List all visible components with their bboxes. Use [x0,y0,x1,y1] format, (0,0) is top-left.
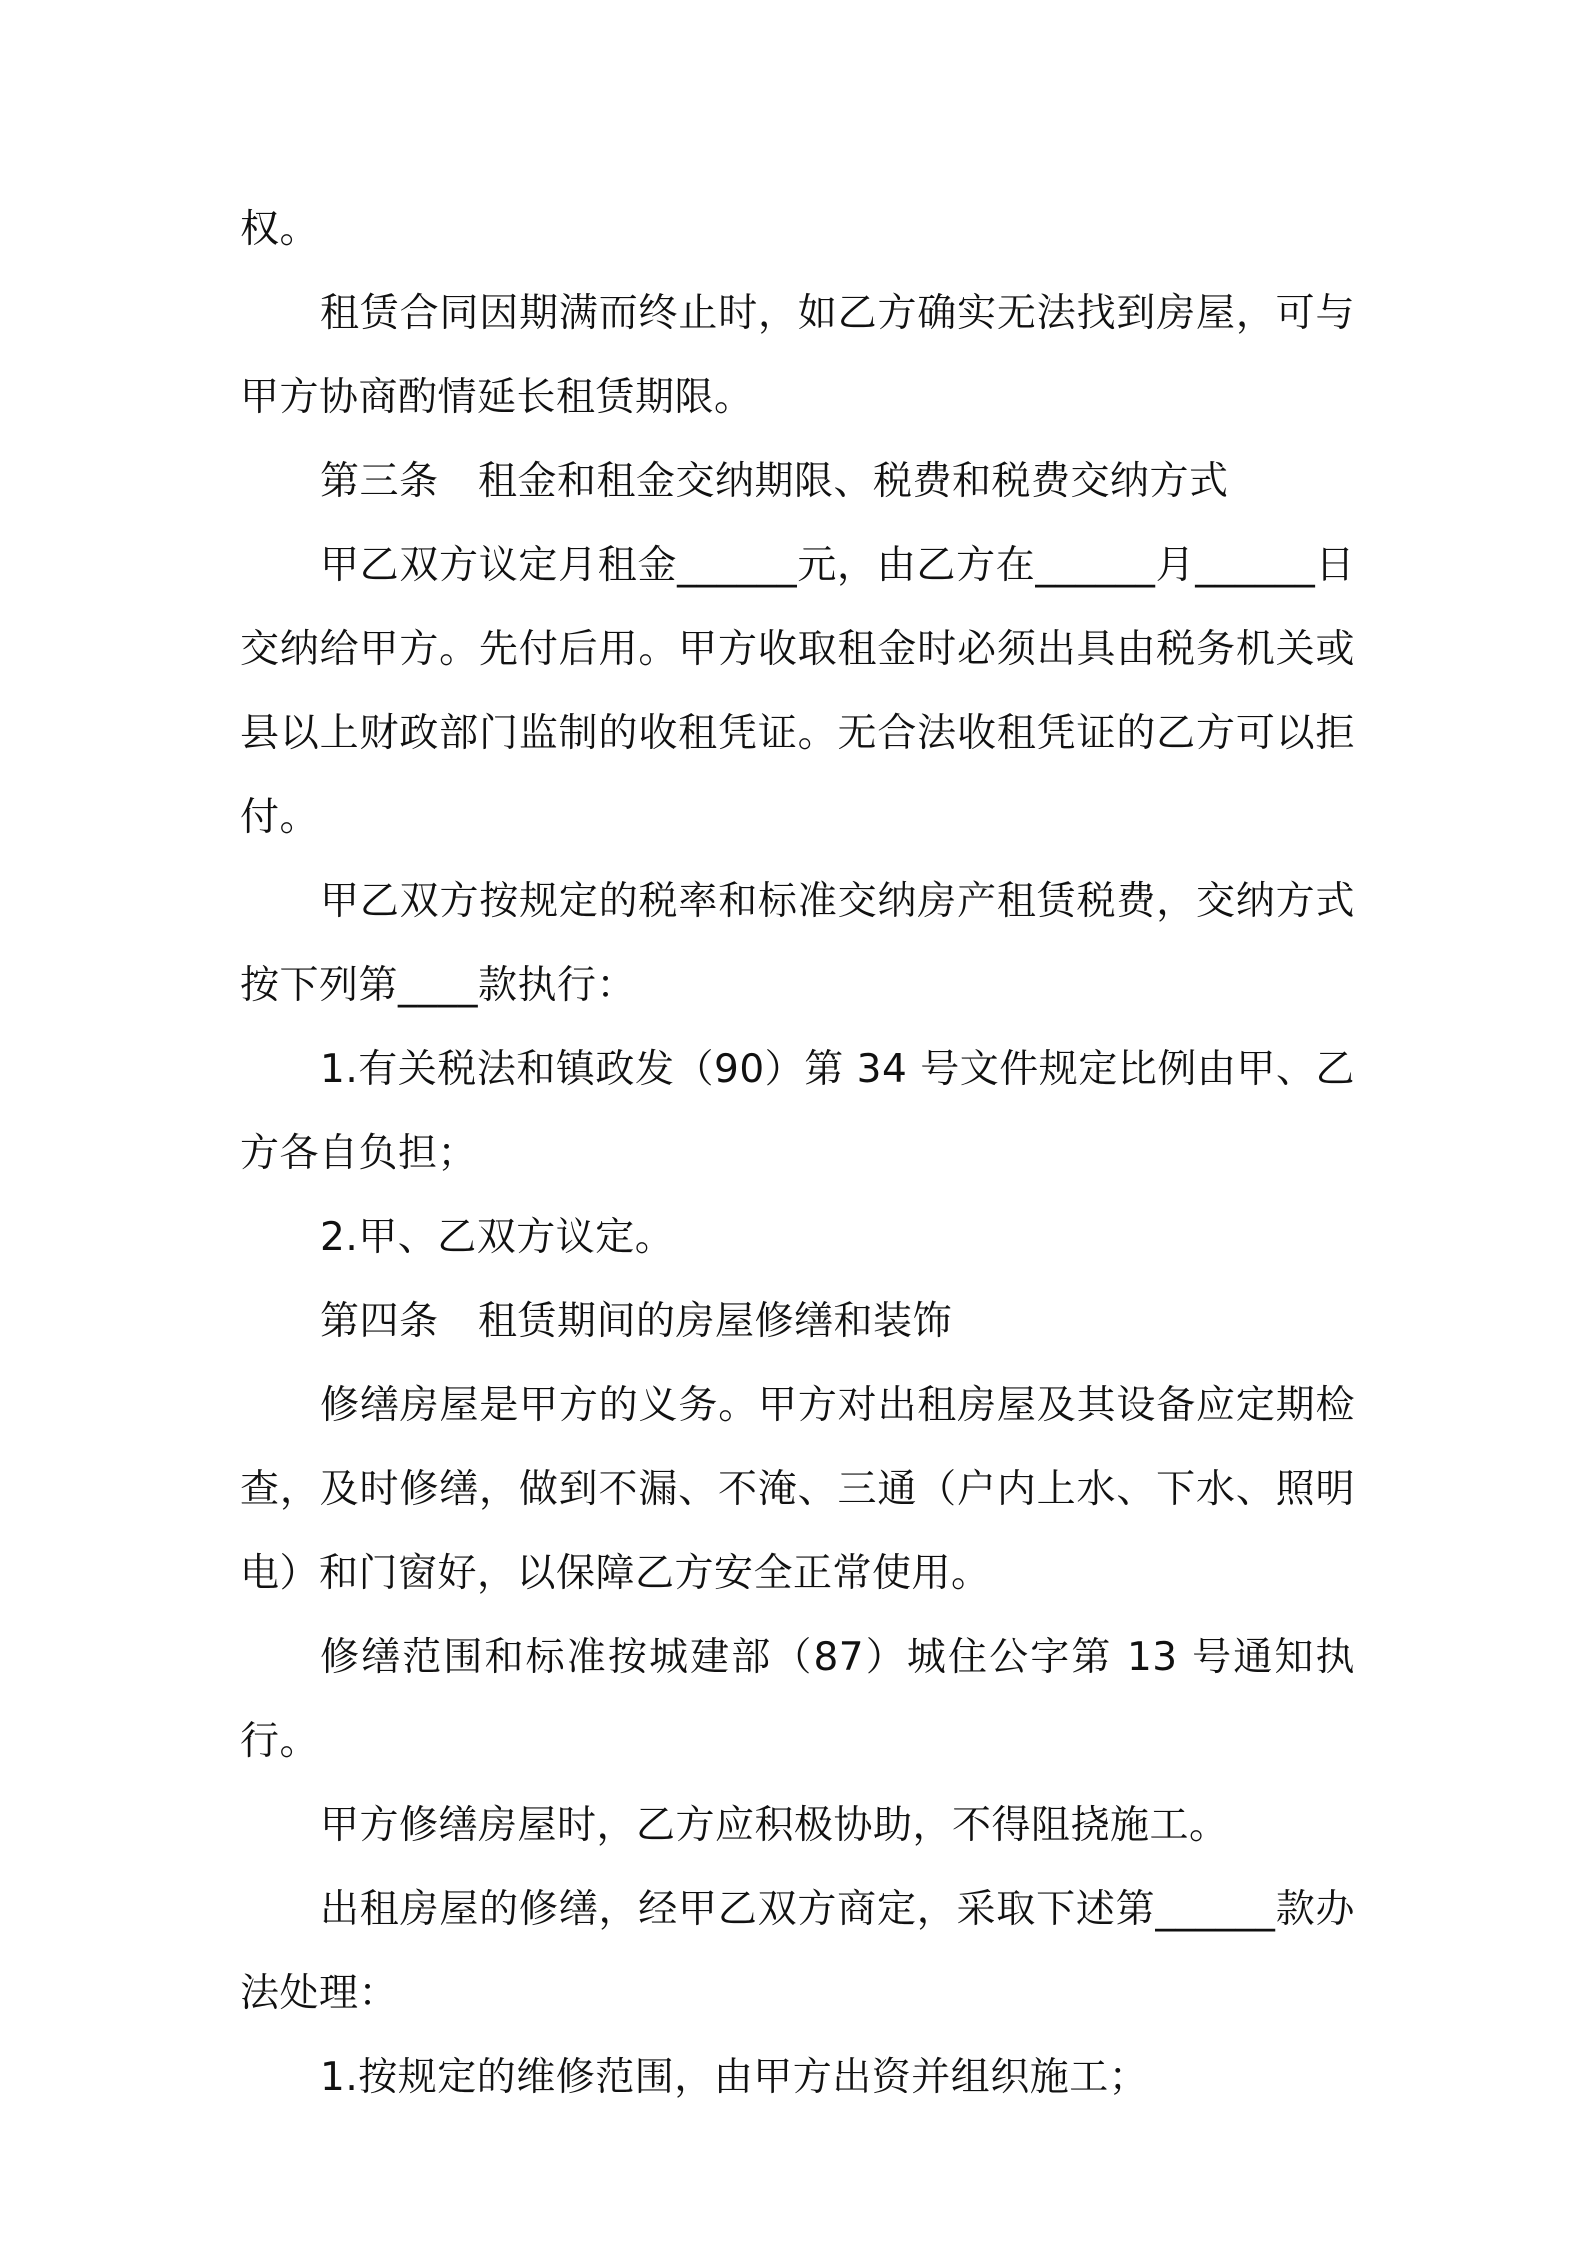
paragraph-9: 修缮房屋是甲方的义务。甲方对出租房屋及其设备应定期检查，及时修缮，做到不漏、不淹、三通（户内上水、下水、照明电）和门窗好，以保障乙方安全正常使用。 [240,1383,1355,1596]
list-item-1: 1.有关税法和镇政发（90）第 34 号文件规定比例由甲、乙方各自负担； [240,1047,1355,1176]
paragraph-10: 修缮范围和标准按城建部（87）城住公字第 13 号通知执行。 [240,1635,1355,1764]
list-item-2: 2.甲、乙双方议定。 [320,1215,675,1260]
paragraph-11: 甲方修缮房屋时，乙方应积极协助，不得阻挠施工。 [320,1803,1229,1848]
paragraph-4: 甲乙双方议定月租金______元，由乙方在______月______日交纳给甲方。先付后用。甲方收取租金时必须出具由税务机关或县以上财政部门监制的收租凭证。无合法收租凭证的乙方可以拒付。 [240,543,1355,840]
article-3-heading: 第三条 租金和租金交纳期限、税费和税费交纳方式 [320,459,1229,504]
document-body [240,188,1355,2120]
paragraph-12: 出租房屋的修缮，经甲乙双方商定，采取下述第______款办法处理： [240,1887,1355,2016]
paragraph-1: 权。 [240,207,320,252]
paragraph-2: 租赁合同因期满而终止时，如乙方确实无法找到房屋，可与甲方协商酌情延长租赁期限。 [240,291,1355,420]
paragraph-5: 甲乙双方按规定的税率和标准交纳房产租赁税费，交纳方式按下列第____款执行： [240,879,1355,1008]
article-4-heading: 第四条 租赁期间的房屋修缮和装饰 [320,1299,953,1344]
list-item-3: 1.按规定的维修范围，由甲方出资并组织施工； [320,2055,1149,2100]
